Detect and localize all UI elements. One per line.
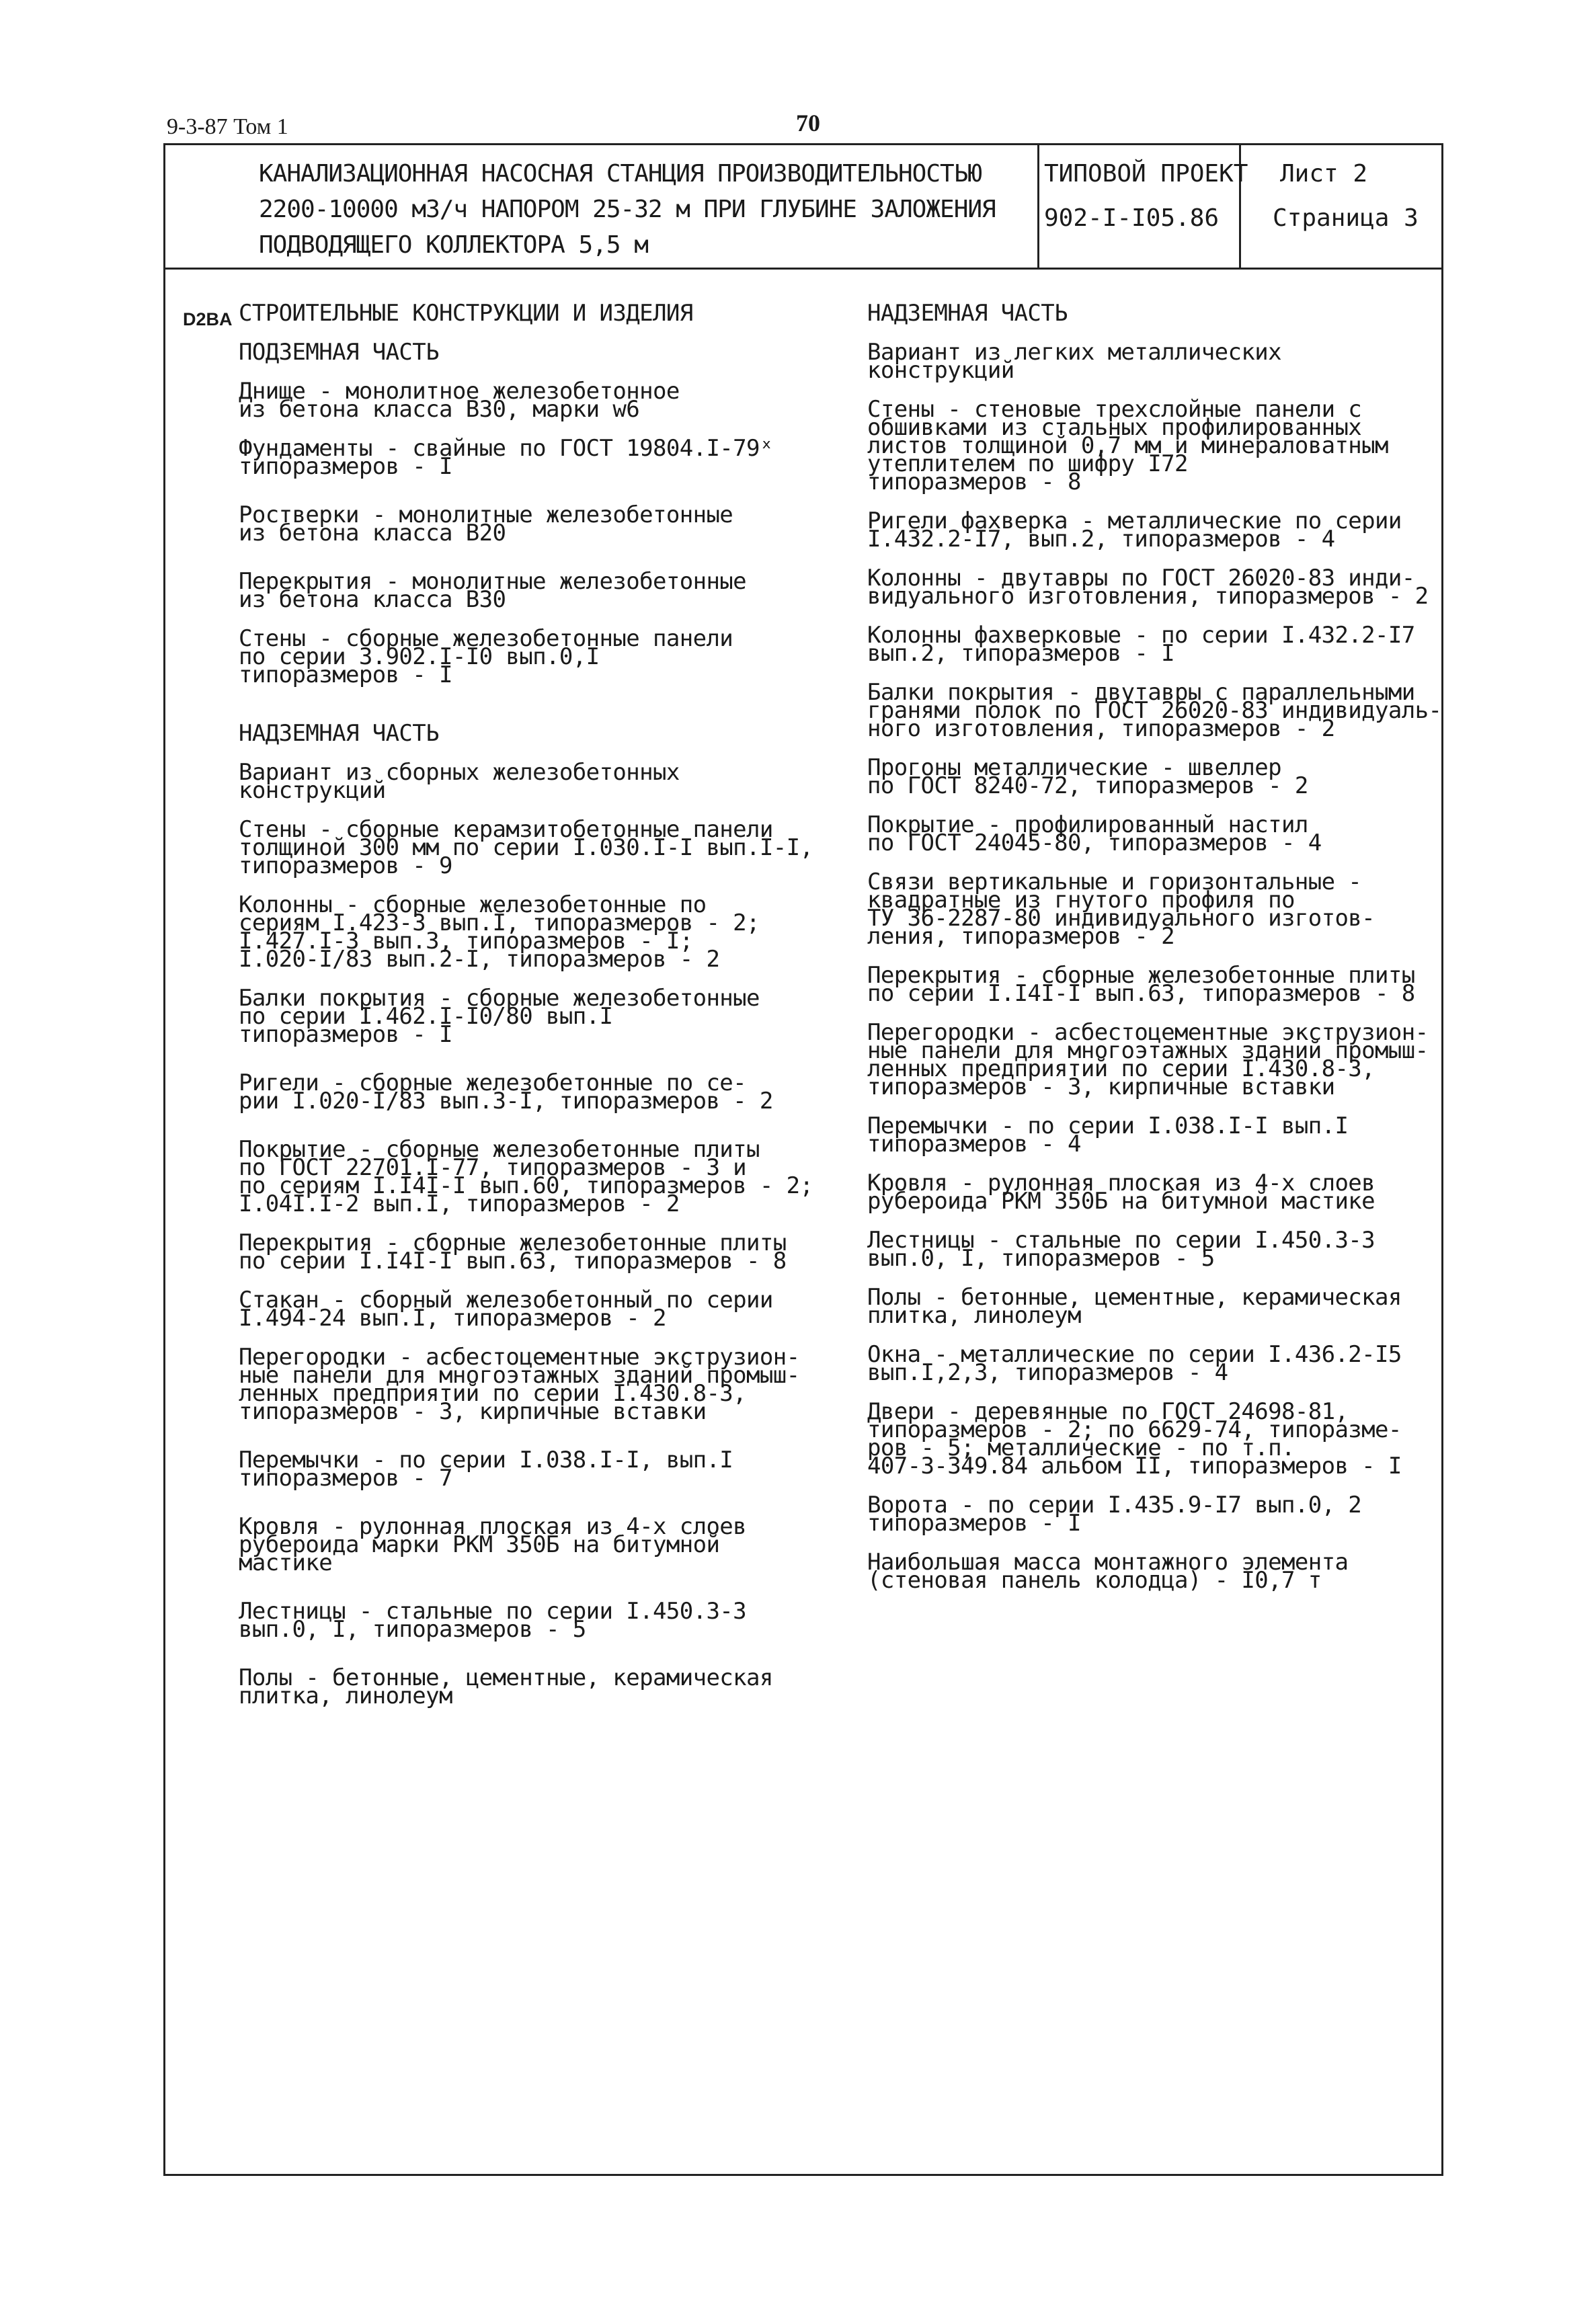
project-title (259, 156, 1032, 263)
spec-item: Перемычки - по серии I.038.I-I вып.I типоразмеров - 4 (867, 1112, 1349, 1158)
spec-item: Фундаменты - свайные по ГОСТ 19804.I-79ˣ типоразмеров - I (239, 435, 773, 480)
spec-item: Наибольшая масса монтажного элемента (стеновая панель колодца) - I0,7 т (867, 1549, 1349, 1594)
variant-title-right: Вариант из легких металлических конструкций (867, 339, 1281, 384)
project-title-line: 2200-10000 м3/ч НАПОРОМ 25-32 м ПРИ ГЛУБИНЕ ЗАЛОЖЕНИЯ (259, 196, 996, 223)
spec-item: Перекрытия - монолитные железобетонные из бетона класса В30 (239, 568, 747, 613)
section-code: D2BA (183, 309, 233, 329)
left-column (239, 300, 830, 1726)
spec-item: Полы - бетонные, цементные, керамическая плитка, линолеум (239, 1664, 773, 1709)
project-code: 902-I-I05.86 (1044, 204, 1220, 232)
right-column (867, 300, 1445, 1611)
spec-item: Лестницы - стальные по серии I.450.3-3 вып.0, I, типоразмеров - 5 (239, 1598, 747, 1643)
page-label: Страница 3 (1273, 204, 1419, 232)
spec-item: Балки покрытия - сборные железобетонные по серии I.462.I-I0/80 вып.I типоразмеров - I (239, 985, 760, 1048)
page-number: 70 (796, 110, 820, 136)
spec-item: Перегородки - асбестоцементные экструзион- ные панели для многоэтажных зданий промыш- ленных предприятий по серии I.430.8-3, типоразмеров - 3, кирпичные вставки (239, 1344, 800, 1425)
spec-item: Покрытие - профилированный настил по ГОСТ 24045-80, типоразмеров - 4 (867, 811, 1322, 856)
spec-item: Полы - бетонные, цементные, керамическая плитка, линолеум (867, 1284, 1402, 1329)
spec-item: Стены - стеновые трехслойные панели с обшивками из стальных профилированных листов толщиной 0,7 мм и минераловатным утеплителем по шифру I72 типоразмеров - 8 (867, 396, 1388, 495)
spec-item: Перекрытия - сборные железобетонные плиты по серии I.I4I-I вып.63, типоразмеров - 8 (239, 1229, 787, 1274)
spec-item: Ригели - сборные железобетонные по се- рии I.020-I/83 вып.3-I, типоразмеров - 2 (239, 1069, 773, 1115)
spec-item: Стены - сборные керамзитобетонные панели толщиной 300 мм по серии I.030.I-I вып.I-I, типоразмеров - 9 (239, 816, 813, 879)
spec-item: Колонны - сборные железобетонные по сериям I.423-3 вып.I, типоразмеров - 2; I.427.I-3 вып.3, типоразмеров - I; I.020-I/83 вып.2-I, типоразмеров - 2 (239, 891, 760, 973)
spec-item: Балки покрытия - двутавры с параллельными гранями полок по ГОСТ 26020-83 индивидуаль- ного изготовления, типоразмеров - 2 (867, 679, 1442, 742)
title-block-divider-1 (1037, 143, 1039, 268)
spec-item: Ригели фахверка - металлические по серии I.432.2-I7, вып.2, типоразмеров - 4 (867, 508, 1402, 553)
spec-item: Ворота - по серии I.435.9-I7 вып.0, 2 типоразмеров - I (867, 1492, 1362, 1537)
project-title-line: КАНАЛИЗАЦИОННАЯ НАСОСНАЯ СТАНЦИЯ ПРОИЗВОДИТЕЛЬНОСТЬЮ (259, 160, 982, 188)
spec-item: Стакан - сборный железобетонный по серии I.494-24 вып.I, типоразмеров - 2 (239, 1287, 773, 1332)
spec-item: Покрытие - сборные железобетонные плиты по ГОСТ 22701.I-77, типоразмеров - 3 и по сериям I.I4I-I вып.60, типоразмеров - 2; I.04I.I-2 вып.I, типоразмеров - 2 (239, 1136, 813, 1217)
spec-item: Перемычки - по серии I.038.I-I, вып.I типоразмеров - 7 (239, 1447, 733, 1492)
spec-item: Стены - сборные железобетонные панели по серии 3.902.I-I0 вып.0,I типоразмеров - I (239, 625, 733, 688)
aboveground-title-right: НАДЗЕМНАЯ ЧАСТЬ (867, 300, 1068, 327)
spec-item: Окна - металлические по серии I.436.2-I5 вып.I,2,3, типоразмеров - 4 (867, 1341, 1402, 1386)
spec-item: Днище - монолитное железобетонное из бетона класса В30, марки w6 (239, 378, 680, 423)
project-type-label: ТИПОВОЙ ПРОЕКТ (1044, 160, 1248, 188)
underground-title: ПОДЗЕМНАЯ ЧАСТЬ (239, 339, 440, 366)
spec-item: Кровля - рулонная плоская из 4-х слоев рубероида марки РКМ 350Б на битумной мастике (239, 1513, 747, 1576)
spec-item: Лестницы - стальные по серии I.450.3-3 вып.0, I, типоразмеров - 5 (867, 1227, 1375, 1272)
spec-item: Связи вертикальные и горизонтальные - квадратные из гнутого профиля по ТУ 36-2287-80 индивидуального изготов- ления, типоразмеров - 2 (867, 868, 1375, 950)
variant-title: Вариант из сборных железобетонных конструкций (239, 759, 680, 804)
title-block-divider (163, 268, 1443, 270)
spec-item: Перегородки - асбестоцементные экструзион- ные панели для многоэтажных зданий промыш- ленных предприятий по серии I.430.8-3, типоразмеров - 3, кирпичные вставки (867, 1019, 1429, 1100)
spec-item: Двери - деревянные по ГОСТ 24698-81, типоразмеров - 2; по 6629-74, типоразме- ров - 5; металлические - по т.п. 407-3-349.84 альбом II, типоразмеров - I (867, 1398, 1402, 1480)
aboveground-title: НАДЗЕМНАЯ ЧАСТЬ (239, 720, 440, 747)
spec-item: Ростверки - монолитные железобетонные из бетона класса В20 (239, 501, 733, 547)
spec-item: Прогоны металлические - швеллер по ГОСТ 8240-72, типоразмеров - 2 (867, 754, 1308, 799)
project-title-line: ПОДВОДЯЩЕГО КОЛЛЕКТОРА 5,5 м (259, 231, 648, 259)
spec-item: Колонны - двутавры по ГОСТ 26020-83 инди- видуального изготовления, типоразмеров - 2 (867, 565, 1429, 610)
spec-item: Колонны фахверковые - по серии I.432.2-I7 вып.2, типоразмеров - I (867, 622, 1415, 667)
spec-item: Кровля - рулонная плоская из 4-х слоев рубероида РКМ 350Б на битумной мастике (867, 1170, 1375, 1215)
sheet-label: Лист 2 (1280, 160, 1368, 188)
spec-item: Перекрытия - сборные железобетонные плиты по серии I.I4I-I вып.63, типоразмеров - 8 (867, 962, 1415, 1007)
section-title: СТРОИТЕЛЬНЫЕ КОНСТРУКЦИИ И ИЗДЕЛИЯ (239, 300, 693, 327)
document-reference: 9-3-87 Том 1 (167, 114, 288, 139)
